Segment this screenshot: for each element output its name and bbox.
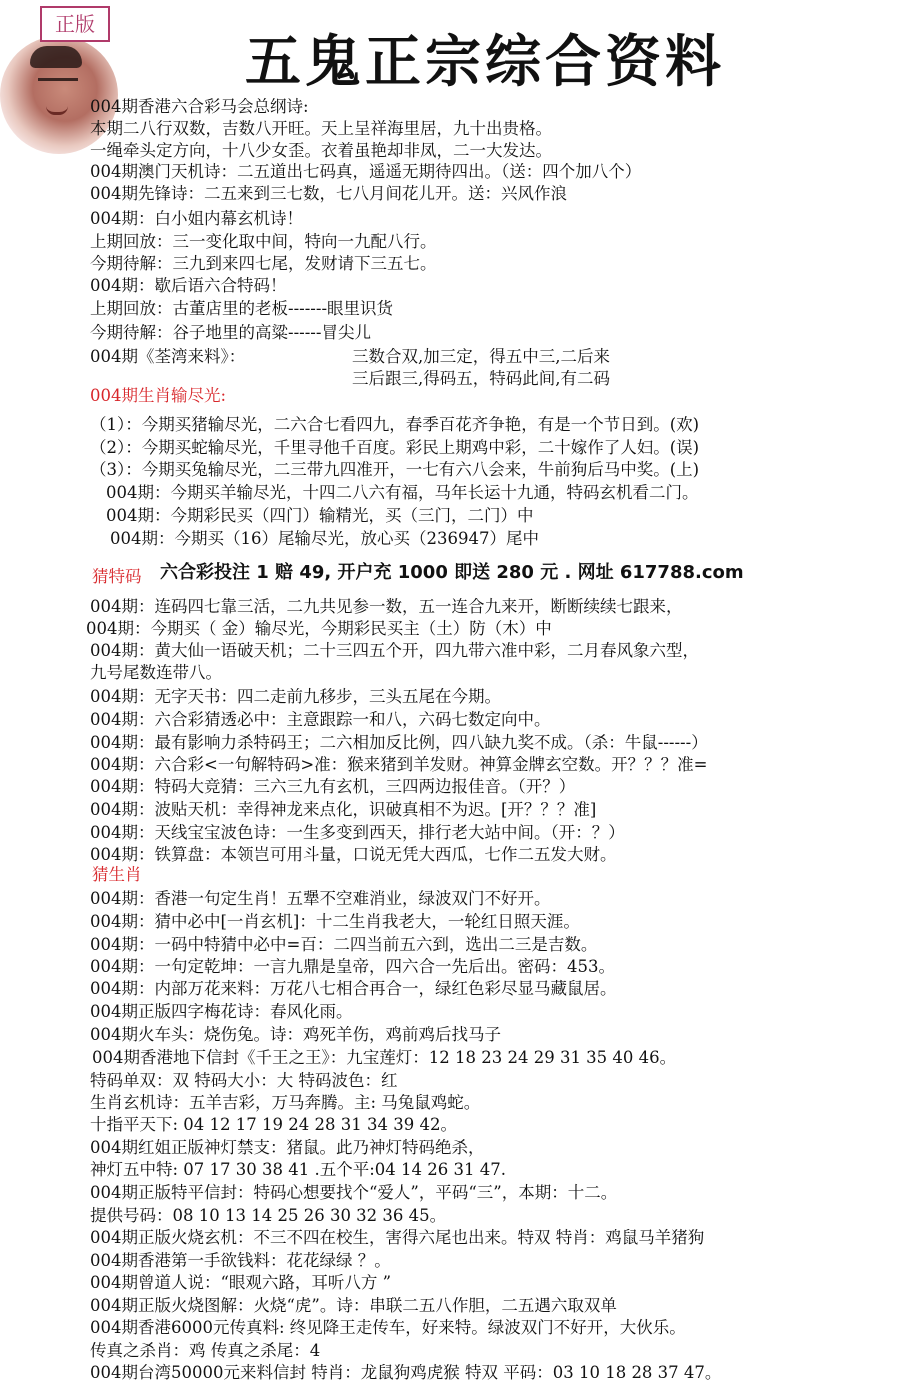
text-line: 004期先锋诗：二五来到三七数，七八月间花儿开。送：兴风作浪: [90, 184, 567, 203]
text-line: 004期：六合彩猜透必中：主意跟踪一和八，六码七数定向中。: [90, 710, 551, 729]
text-line: 004期：今期彩民买（四门）输精光，买（三门，二门）中: [106, 506, 534, 525]
text-line: 004期《荃湾来料》：: [90, 347, 246, 366]
text-line: 今期待解：谷子地里的高粱------冒尖儿: [90, 323, 371, 342]
text-line: 004期：一句定乾坤：一言九鼎是皇帝，四六合一先后出。密码：453。: [90, 957, 615, 976]
text-line: 上期回放：古董店里的老板-------眼里识货: [90, 299, 394, 318]
text-line: 004期：特码大竞猜：三六三九有玄机，三四两边报佳音。（开？）: [90, 777, 576, 796]
portrait-hair: [30, 46, 82, 68]
text-line: 004期香港六合彩马会总纲诗:: [90, 97, 309, 116]
text-line: 004期：铁算盘：本领岂可用斗量，口说无凭大西瓜，七作二五发大财。: [90, 845, 617, 864]
text-line: 三后跟三,得码五，特码此间,有二码: [352, 369, 610, 388]
text-line: 004期正版火烧玄机：不三不四在校生，害得六尾也出来。特双 特肖：鸡鼠马羊猪狗: [90, 1228, 705, 1247]
text-line: 提供号码：08 10 13 14 25 26 30 32 36 45。: [90, 1206, 447, 1225]
section-heading: 猜特码: [92, 567, 142, 586]
text-line: （1）：今期买猪输尽光，二六合七看四九，春季百花齐争艳，有是一个节日到。(欢): [90, 415, 700, 434]
text-line: 004期香港第一手欲钱料：花花绿绿 ？。: [90, 1251, 391, 1270]
text-line: 004期红姐正版神灯禁支：猪鼠。此乃神灯特码绝杀，: [90, 1138, 485, 1157]
text-line: （3）：今期买兔输尽光，二三带九四准开，一七有六八会来，牛前狗后马中奖。(上): [90, 460, 700, 479]
text-line: 004期：连码四七靠三活，二九共见参一数，五一连合九来开，断断续续七跟来，: [90, 597, 683, 616]
text-line: 传真之杀肖：鸡 传真之杀尾：4: [90, 1341, 321, 1360]
text-line: 004期：香港一句定生肖！五犟不空难消业，绿波双门不好开。: [90, 889, 551, 908]
section-heading: 猜生肖: [92, 865, 142, 884]
text-line: 004期：六合彩<一句解特码>准：猴来猪到羊发财。神算金牌玄空数。开？？？准=: [90, 755, 708, 774]
text-line: 004期：猜中必中[一肖玄机]：十二生肖我老大，一轮红日照天涯。: [90, 912, 580, 931]
text-line: 特码单双：双 特码大小：大 特码波色：红: [90, 1071, 398, 1090]
section-heading: 004期生肖输尽光:: [90, 386, 227, 405]
text-line: 004期正版特平信封：特码心想要找个“爱人”，平码“三”，本期：十二。: [90, 1183, 618, 1202]
text-line: 004期澳门天机诗：二五道出七码真，遥遥无期待四出。（送：四个加八个）: [90, 162, 642, 181]
text-line: 一绳牵头定方向，十八少女歪。衣着虽艳却非凤，二一大发达。: [90, 141, 552, 160]
text-line: 004期火车头：烧伤兔。诗：鸡死羊伤，鸡前鸡后找马子: [90, 1025, 501, 1044]
text-line: 004期正版火烧图解：火烧“虎”。诗：串联二五八作胆，二五遇六取双单: [90, 1296, 617, 1315]
text-line: 004期台湾50000元来料信封 特肖：龙鼠狗鸡虎猴 特双 平码：03 10 18 28 37 47。: [90, 1363, 722, 1382]
text-line: 004期：今期买（16）尾输尽光，放心买（236947）尾中: [110, 529, 539, 548]
text-line: 004期：无字天书：四二走前九移步，三头五尾在今期。: [90, 687, 501, 706]
text-line: 今期待解：三九到来四七尾，发财请下三五七。: [90, 254, 437, 273]
text-line: 004期：一码中特猜中必中=百：二四当前五六到，选出二三是吉数。: [90, 935, 598, 954]
text-line: 004期正版四字梅花诗：春风化雨。: [90, 1002, 353, 1021]
text-line: 004期香港6000元传真料: 终见降王走传车，好来特。绿波双门不好开，大伙乐。: [90, 1318, 686, 1337]
text-line: 004期：白小姐内幕玄机诗！: [90, 209, 303, 228]
text-line: 004期：天线宝宝波色诗：一生多变到西天，排行老大站中间。（开：？）: [90, 823, 625, 842]
text-line: 上期回放：三一变化取中间，特向一九配八行。: [90, 232, 437, 251]
text-line: 004期：歇后语六合特码！: [90, 276, 287, 295]
text-line: 004期：黄大仙一语破天机；二十三四五个开，四九带六准中彩，二月春风象六型，: [90, 641, 699, 660]
text-line: 三数合双,加三定，得五中三,二后来: [352, 347, 610, 366]
text-line: 004期：内部万花来料：万花八七相合再合一，绿红色彩尽显马藏鼠居。: [90, 979, 617, 998]
portrait-eyes: [38, 78, 78, 87]
text-line: 004期：波贴天机：幸得神龙来点化，识破真相不为迟。[开？？？准]: [90, 800, 597, 819]
genuine-stamp: 正版: [40, 6, 110, 42]
text-line: 004期曾道人说：“眼观六路，耳听八方 ”: [90, 1273, 392, 1292]
text-line: 十指平天下: 04 12 17 19 24 28 31 34 39 42。: [90, 1115, 457, 1134]
text-line: 004期香港地下信封《千王之王》：九宝莲灯：12 18 23 24 29 31 35 40 46。: [92, 1048, 677, 1067]
text-line: 九号尾数连带八。: [90, 663, 222, 682]
ad-banner[interactable]: 六合彩投注 1 赔 49, 开户充 1000 即送 280 元 . 网址 617788.com: [160, 562, 744, 583]
text-line: 生肖玄机诗：五羊吉彩，万马奔腾。主: 马兔鼠鸡蛇。: [90, 1093, 481, 1112]
text-line: 本期二八行双数，吉数八开旺。天上呈祥海里居，九十出贵格。: [90, 119, 552, 138]
page-title: 五鬼正宗综合资料: [245, 29, 725, 95]
text-line: 神灯五中特: 07 17 30 38 41 .五个平:04 14 26 31 47.: [90, 1160, 507, 1179]
text-line: 004期：今期买（ 金）输尽光，今期彩民买主（土）防（木）中: [86, 619, 552, 638]
portrait-mouth: [46, 106, 68, 115]
text-line: 004期：今期买羊输尽光，十四二八六有福，马年长运十九通，特码玄机看二门。: [106, 483, 699, 502]
text-line: 004期：最有影响力杀特码王；二六相加反比例，四八缺九奖不成。（杀：牛鼠------）: [90, 733, 708, 752]
text-line: （2）：今期买蛇输尽光，千里寻他千百度。彩民上期鸡中彩，二十嫁作了人妇。(误): [90, 438, 700, 457]
